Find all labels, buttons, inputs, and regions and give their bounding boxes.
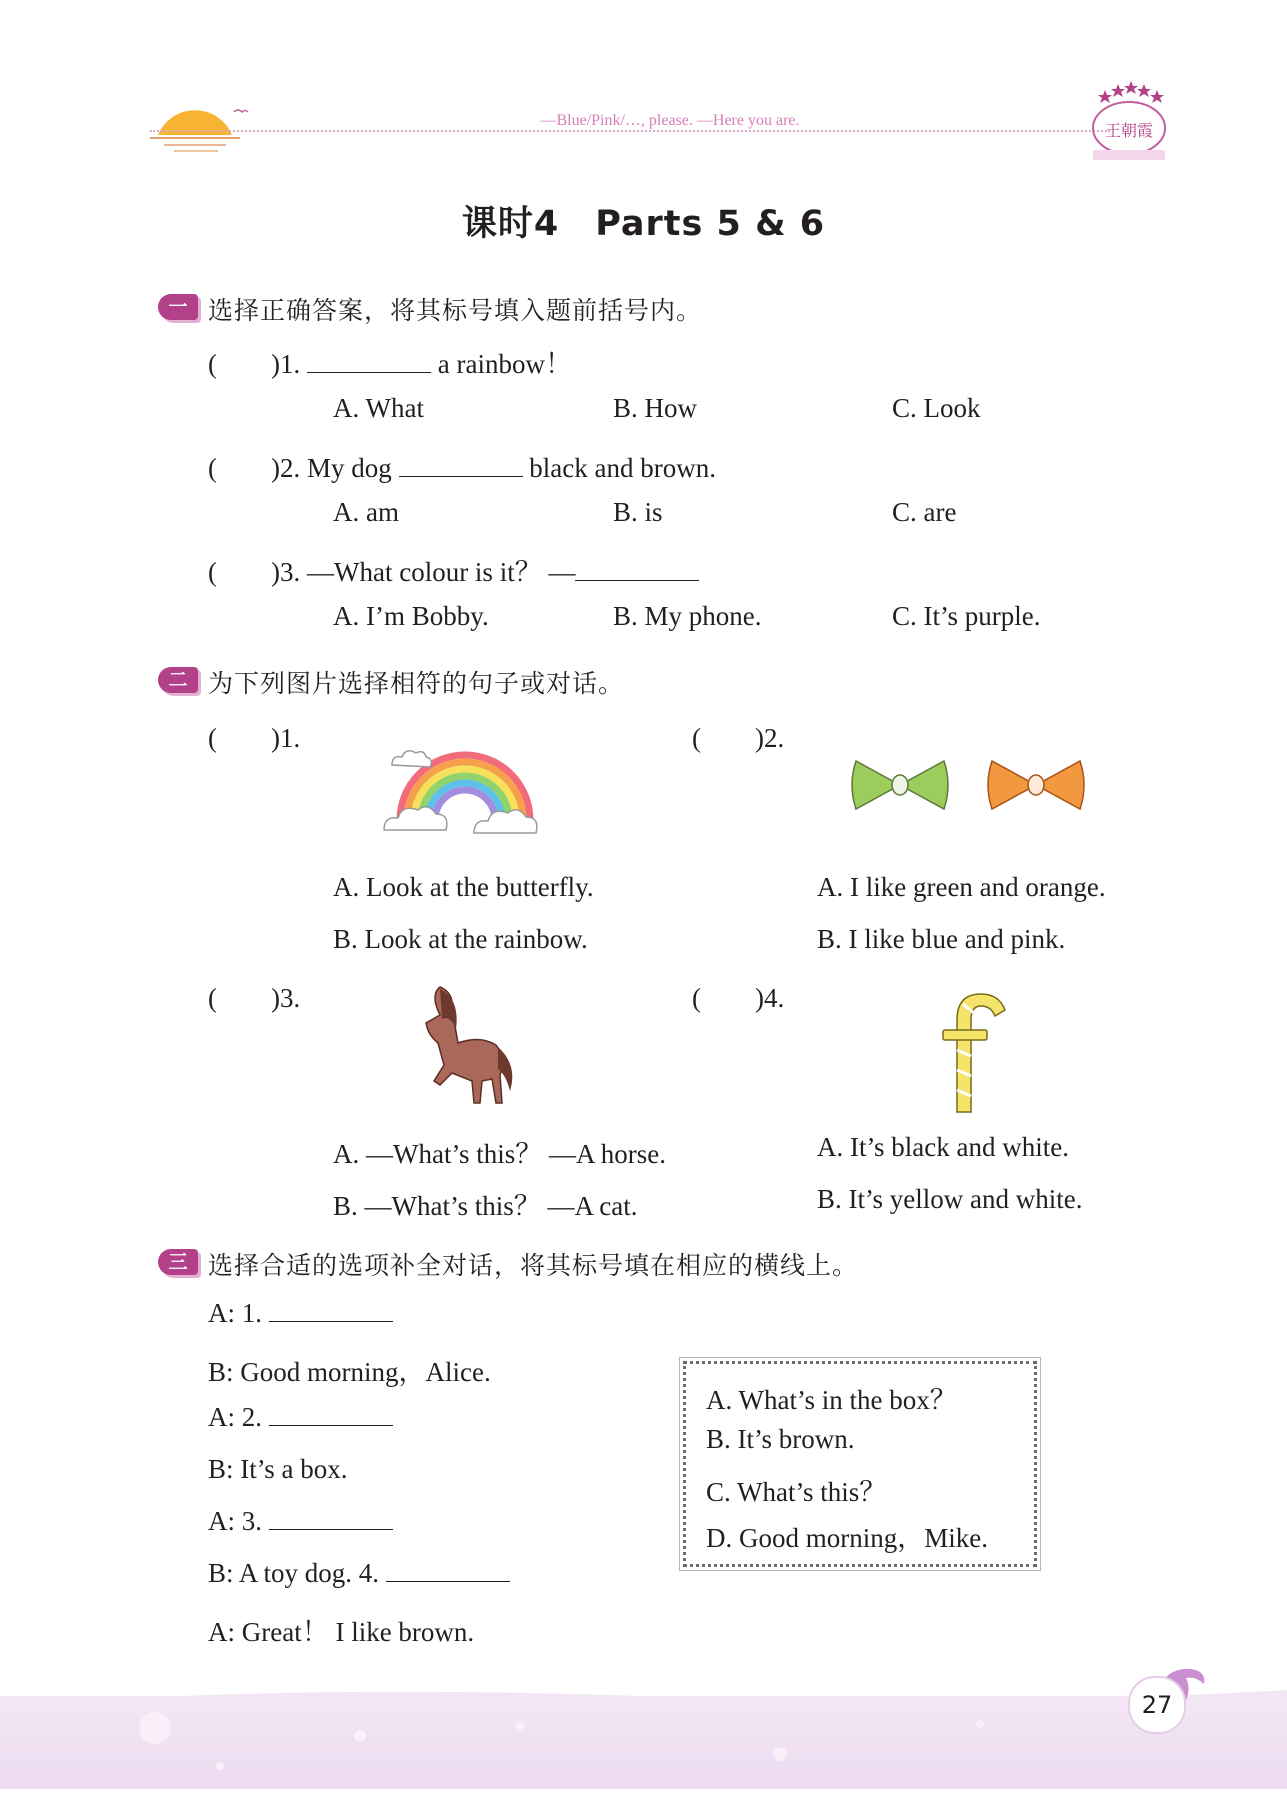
page-title: 课时4 Parts 5 & 6	[461, 204, 826, 244]
dialogue-line	[208, 1558, 510, 1589]
rainbow-icon	[380, 735, 550, 845]
option: A. —What’s this？ —A horse.	[333, 1139, 666, 1169]
question-text: black and brown.	[529, 453, 716, 483]
answer-bracket[interactable]: ( )	[208, 983, 280, 1013]
question-text: a rainbow！	[437, 349, 572, 379]
option: B. It’s yellow and white.	[817, 1184, 1083, 1214]
dialogue-line: B: Good morning，Alice.	[208, 1357, 491, 1387]
option: A. What	[333, 393, 424, 423]
section-1-badge: 一	[158, 294, 198, 320]
sunset-icon	[150, 90, 260, 155]
option: A. Look at the butterfly.	[333, 872, 594, 902]
answer-blank[interactable]	[269, 1507, 393, 1530]
picture-question	[692, 716, 784, 755]
header-subtitle: —Blue/Pink/…, please. —Here you are.	[540, 112, 800, 129]
answer-bracket[interactable]: ( )	[692, 983, 764, 1013]
answer-blank[interactable]	[307, 350, 431, 373]
option: A. I’m Bobby.	[333, 601, 489, 631]
answer-bracket[interactable]: ( )	[208, 349, 280, 379]
question-row	[208, 446, 716, 485]
section-3-badge: 三	[158, 1249, 198, 1275]
section-3-heading: 选择合适的选项补全对话，将其标号填在相应的横线上。	[208, 1251, 859, 1280]
option: B. I like blue and pink.	[817, 924, 1066, 954]
answer-blank[interactable]	[269, 1403, 393, 1426]
answer-bracket[interactable]: ( )	[208, 723, 280, 753]
picture-question	[692, 976, 784, 1015]
question-number: 1.	[279, 349, 301, 379]
dialogue-text: A: 1.	[208, 1298, 262, 1328]
question-number: 3.	[279, 983, 301, 1013]
choice-item: C. What’s this？	[706, 1477, 887, 1507]
question-text: My dog	[306, 453, 392, 483]
option: A. I like green and orange.	[817, 872, 1106, 902]
answer-bracket[interactable]: ( )	[208, 557, 280, 587]
dialogue-text: A: 2.	[208, 1402, 262, 1432]
section-2-heading: 为下列图片选择相符的句子或对话。	[208, 669, 625, 698]
option: C. Look	[892, 393, 981, 423]
option: A. am	[333, 497, 399, 527]
question-number: 2.	[763, 723, 785, 753]
dialogue-line	[208, 1402, 393, 1433]
dialogue-line: A: Great！ I like brown.	[208, 1617, 475, 1647]
option: B. is	[613, 497, 663, 527]
footer-bubbles-icon	[0, 1696, 1287, 1789]
option: A. It’s black and white.	[817, 1132, 1069, 1162]
picture-question	[208, 976, 300, 1015]
horse-icon	[410, 985, 520, 1115]
letter-f-icon	[935, 990, 1010, 1115]
choices-box	[683, 1361, 1037, 1567]
dialogue-line	[208, 1506, 393, 1537]
option: B. My phone.	[613, 601, 762, 631]
option: C. are	[892, 497, 957, 527]
answer-blank[interactable]	[386, 1559, 510, 1582]
option: B. —What’s this？ —A cat.	[333, 1191, 638, 1221]
choice-item: D. Good morning，Mike.	[706, 1523, 988, 1553]
logo-text: 王朝霞	[1104, 121, 1153, 140]
choice-item: B. It’s brown.	[706, 1424, 855, 1454]
bows-icon	[848, 755, 1098, 825]
option: C. It’s purple.	[892, 601, 1041, 631]
section-2-badge: 二	[158, 667, 198, 693]
dialogue-line	[208, 1298, 393, 1329]
answer-blank[interactable]	[575, 558, 699, 581]
publisher-logo	[1085, 78, 1170, 168]
dialogue-text: A: 3.	[208, 1506, 262, 1536]
dialogue-line: B: It’s a box.	[208, 1454, 348, 1484]
question-number: 2.	[279, 453, 301, 483]
option: B. How	[613, 393, 698, 423]
footer-band	[0, 1696, 1287, 1789]
choice-item: A. What’s in the box？	[706, 1385, 957, 1415]
dialogue-text: B: A toy dog. 4.	[208, 1558, 380, 1588]
option: B. Look at the rainbow.	[333, 924, 588, 954]
answer-bracket[interactable]: ( )	[208, 453, 280, 483]
answer-blank[interactable]	[269, 1299, 393, 1322]
section-1-heading: 选择正确答案，将其标号填入题前括号内。	[208, 296, 703, 325]
answer-blank[interactable]	[399, 454, 523, 477]
question-row	[208, 550, 699, 589]
picture-question	[208, 716, 300, 755]
page-number: 27	[1128, 1676, 1186, 1734]
question-number: 4.	[763, 983, 785, 1013]
question-number: 3.	[279, 557, 301, 587]
question-number: 1.	[279, 723, 301, 753]
question-row	[208, 342, 572, 381]
question-text: —What colour is it？ —	[306, 557, 576, 587]
answer-bracket[interactable]: ( )	[692, 723, 764, 753]
header-rule	[150, 130, 1110, 132]
